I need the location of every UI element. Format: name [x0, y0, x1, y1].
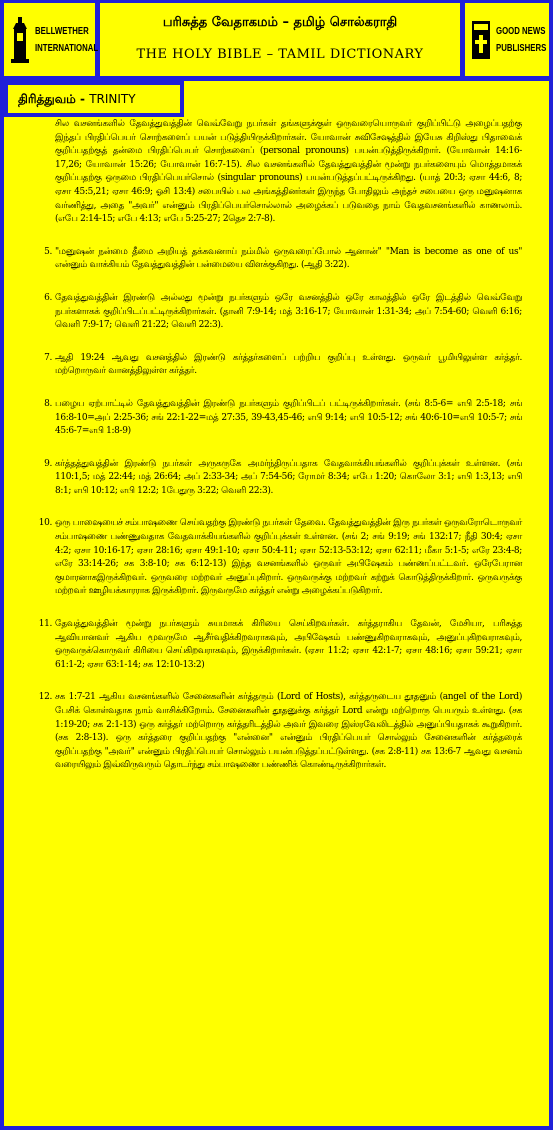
item-text: ஆதி 19:24 ஆவது வசனத்தில் இரண்டு கர்த்தர்களைப் பற்றிய குறிப்பு உள்ளது. ஒருவர் பூமியிலுள்ள கர்த்தர். மற்றொருவர் வானத்திலுள்ள கர்த்தர். [55, 352, 522, 377]
item-text: ஒரு பாஷையைச் சம்பாஷணை செய்வதற்கு இரண்டு நபர்கள் தேவை. தேவத்துவத்தின் இரு நபர்கள் ஒருவரோடொருவர் சம்பாஷணை பண்ணுவதாக வேதவாக்கியங்களில் குறிப்புக்கள் உள்ளன. (சங் 2; சங் 9:19; சங் 132:17; நீதி 30:4; ஏசா 4:2; ஏசா 10:16-17; ஏசா 28:16; ஏசா 49:1-10; ஏசா 50:4-11; ஏசா 52:13-53:12; ஏசா 62:11; மீகா 5:1-5; எரே 23:4-8; எரே 33:14-26; சக 3:8-10; சக 6:12-13) இந்த வசனங்களில் ஒருவர் அபிஷேகம் பண்ணப்பட்டவர். ஒரேபேரான குமாரனாகஇருக்கிறவர். ஒருவரை மற்றவர் அனுப்புகிறார். ஒருவருக்கு மற்றவர் கற்றுக் கொடுத்திருக்கிறார். ஒருவருக்கு மற்றவர் ஊழியக்காரராக இருக்கிறார். இருவருமே கர்த்தர் என்று அழைக்கப்படுகிறார். [55, 518, 522, 597]
item-number: 8. [44, 398, 52, 409]
intro-paragraph: சில வசனங்களில் தேவத்துவத்தின் வெவ்வேறு நபர்கள் தங்களுக்குள் ஒருவரையொருவர் குறிப்பிட்டு அழைப்பதற்கு இந்தப் பிரதிப்பெயர் சொற்களைப் பயன் படுத்தியிருக்கிறார்கள். யோவான் சுவிசேஷத்தில் இயேசு கிறிஸ்து பிதாவைக் குறிப்பதற்குத் தன்மை பிரதிப்பெயர் சொற்களைப் (personal pronouns) பயன்படுத்திருக்கிறார். (யோவான் 14:16-17,26; யோவான் 15:26; யோவான் 16:7-15). சில வசனங்களில் தேவத்துவத்தின் மூன்று நபர்களையும் மொத்தமாகக் குறிப்பதற்கு ஒருமை பிரதிப்பெயர்சொல் (singular pronouns) பயன்படுத்தப்பட்டிருக்கிறது. (யாத் 20:3; ஏசா 44:6, 8; ஏசா 45:5,21; ஏசா 46:9; ஓசி 13:4) சபையில் பல அங்கத்தினர்கள் இருந்த போதிலும் அந்தச் சபையை ஒரு மனுஷனாக வர்ணித்து, அதை "அவர்" என்னும் பிரதிப்பெயர்சொல்லால் அழைக்கப் படுவதை நாம் வேதவசனங்களில் காணலாம். (எபே 2:14-15; எபே 4:13; எபே 5:25-27; 2தெச 2:7-8). [55, 119, 522, 225]
title-english: THE HOLY BIBLE – TAMIL DICTIONARY [136, 47, 424, 62]
item-number: 11. [38, 619, 52, 630]
logo-left-line-2: INTERNATIONAL [35, 42, 99, 54]
logo-left-text [35, 23, 98, 57]
list-item [28, 398, 522, 439]
logo-right-line-2: PUBLISHERS [496, 42, 547, 54]
topic-heading [4, 81, 184, 117]
item-text: "மனுஷன் நன்மை தீமை அறியத் தக்கவனாய் நம்மில் ஒருவரைப்போல் ஆனான்" "Man is become as one of us" என்னும் வாக்கியம் தேவத்துவத்தின் பன்மையை விளக்குகிறது. (ஆதி 3:22). [55, 246, 522, 271]
topic-english: TRINITY [89, 92, 136, 106]
item-number: 7. [44, 352, 52, 363]
list-item [28, 618, 522, 672]
item-number: 9. [44, 458, 52, 469]
item-number: 12. [38, 692, 52, 703]
logo-right-text [496, 23, 546, 57]
logo-right-line-1: GOOD NEWS [496, 25, 546, 37]
logo-bellwether [4, 3, 99, 76]
header-title-box [100, 3, 460, 76]
list-item [28, 517, 522, 599]
list-item [28, 691, 522, 773]
list-item [28, 458, 522, 499]
item-number: 6. [44, 292, 52, 303]
item-text: சக 1:7-21 ஆகிய வசனங்களில் சேனைகளின் கர்த்தரும் (Lord of Hosts), கர்த்தருடைய தூதனும் (angel of the Lord) பேசிக் கொள்வதாக நாம் வாசிக்கிறோம். சேனைகளின் தூதனுக்கு கர்த்தர் Lord என்று மற்றொரு பெயரும் உள்ளது. (சக 1:19-20; சக 2:1-13) ஒரு கர்த்தர் மற்றொரு கர்த்தரிடத்தில் அவர் இவரை இஸ்ரவேலிடத்தில் அனுப்பியதாகக் கூறுகிறார். (சக 2:8-13). ஒரு கர்த்தரை குறிப்பதற்கு "என்னை" என்னும் பிரதிப்பெயர் சொல்லும் சேனைகளின் கர்த்தரைக் குறிப்பதற்கு "அவர்" என்னும் பிரதிப்பெயர் சொல்லும் பயன்படுத்தப்பட்டுள்ளது. (சக 2:8-11) சக 13:6-7 ஆவது வசனம் வரையிலும் இவ்விருவரும் தொடர்ந்து சம்பாஷணை பண்ணிக் கொண்டிருக்கிறார்கள். [55, 692, 522, 771]
item-text: தேவத்துவத்தின் இரண்டு அல்லது மூன்று நபர்களும் ஒரே வசனத்தில் ஒரே காலத்தில் ஒரே இடத்தில் வெவ்வேறு நபர்களாகக் குறிப்பிடப்பட்டிருக்கிறார்கள். (தானி 7:9-14; மத் 3:16-17; யோவான் 1:31-34; அப் 7:54-60; வெளி 6:16; வெளி 7:9-17; வெளி 21:22; வெளி 22:3). [55, 292, 522, 331]
title-tamil: பரிசுத்த வேதாகமம் – தமிழ் சொல்கராதி [162, 15, 398, 30]
logo-left-line-1: BELLWETHER [35, 25, 89, 37]
list-item [28, 246, 522, 273]
topic-separator: - [75, 92, 90, 106]
book-icon [470, 15, 492, 65]
item-text: தேவத்துவத்தின் மூன்று நபர்களும் சுயமாகக் கிரியை செய்கிறவர்கள். கர்த்தராகிய தேவன், மேசியா, பரிசுத்த ஆவியானவர் ஆகிய மூவருமே ஆசீர்வதிக்கிறவராகவும், அபிஷேகம் பண்ணுகிறவராகவும், அனுப்புகிறவராகவும், ஒருவருக்கொருவர் கிரியை செய்கிறவராகவும், இருக்கிறார்கள். (ஏசா 11:2; ஏசா 42:1-7; ஏசா 48:16; ஏசா 59:21; ஏசா 61:1-2; ஏசா 63:1-14; சக 12:10-13:2) [55, 619, 522, 670]
item-text: பழைய ஏற்பாட்டில் தேவத்துவத்தின் இரண்டு நபர்களும் குறிப்பிடப் பட்டிருக்கிறார்கள். (சங் 8:5-6= எபி 2:5-18; சங் 16:8-10=அப் 2:25-36; சங் 22:1-22=மத் 27:35, 39-43,45-46; எபி 9:14; எபி 10:5-12; சங் 40:6-10=எபி 10:5-7; சங் 45:6-7=எபி 1:8-9) [55, 398, 522, 437]
bell-tower-icon [9, 15, 31, 65]
logo-good-news [465, 3, 549, 76]
item-number: 10. [38, 518, 52, 529]
item-number: 5. [44, 246, 52, 257]
topic-tamil: திரித்துவம் [18, 92, 76, 106]
list-item [28, 292, 522, 333]
list-item [28, 352, 522, 379]
article-content [28, 118, 522, 792]
item-text: கர்த்தத்துவத்தின் இரண்டு நபர்கள் அருகருகே அமர்ந்திருப்பதாக வேதவாக்கியங்களில் குறிப்புக்கள் உள்ளன. (சங் 110:1,5; மத் 22:44; மத் 26:64; அப் 2:33-34; அப் 7:54-56; ரோமர் 8:34; எபே 1:20; கொலோ 3:1; எபி 1:3,13; எபி 8:1; எபி 10:12; எபி 12:2; 1பேதுரு 3:22; வெளி 22:3). [55, 458, 522, 496]
